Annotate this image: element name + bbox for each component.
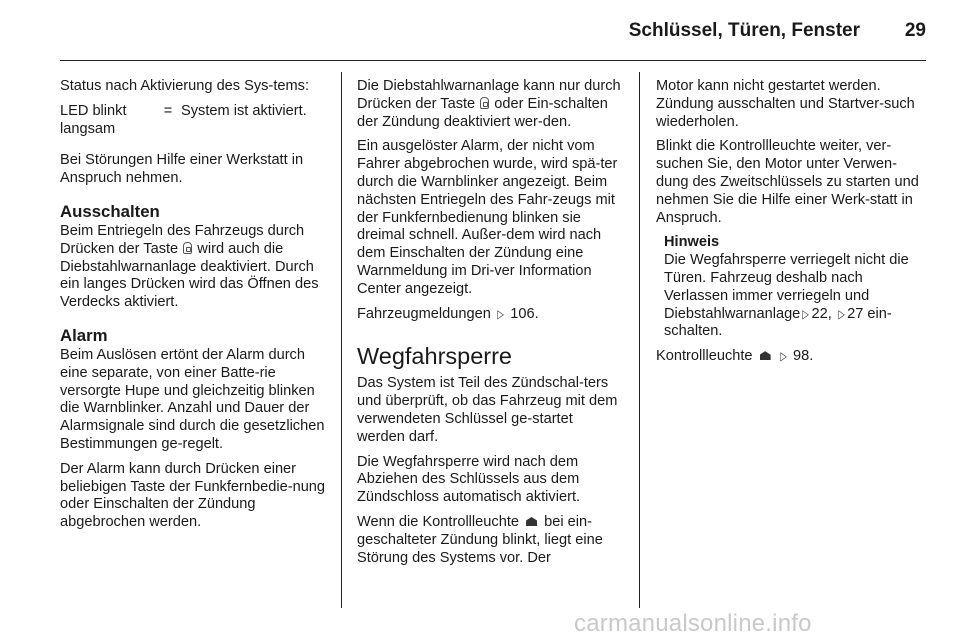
heading-ausschalten: Ausschalten bbox=[60, 201, 160, 221]
column-3 bbox=[656, 78, 922, 373]
page-reference-icon: ▷ bbox=[802, 306, 810, 321]
note-ref-2[interactable]: 27 ein-schalten. bbox=[664, 305, 892, 340]
status-table bbox=[60, 103, 326, 139]
fahrzeugmeldungen-text: Fahrzeugmeldungen bbox=[357, 305, 491, 322]
paragraph-deaktivierung bbox=[357, 78, 623, 131]
kontrollleuchte-label: Kontrollleuchte bbox=[656, 348, 753, 365]
fahrzeugmeldungen-ref[interactable]: 106. bbox=[510, 305, 539, 322]
watermark: carmanualsonline.info bbox=[574, 610, 812, 637]
column-2 bbox=[357, 78, 623, 574]
page-reference-icon: ▷ bbox=[780, 349, 787, 364]
heading-alarm: Alarm bbox=[60, 325, 108, 345]
paragraph-ausschalten bbox=[60, 223, 326, 312]
note-text bbox=[664, 252, 922, 341]
immobiliser-icon bbox=[526, 517, 537, 526]
header-title: Schlüssel, Türen, Fenster bbox=[628, 20, 860, 41]
ausschalten-text-b: wird auch die Diebstahlwarnanlage deaktiviert. Durch ein langes Drücken wird das Öffnen des Verdecks aktiviert. bbox=[60, 240, 319, 311]
paragraph-kontrollleuchte-ref bbox=[656, 348, 922, 366]
note-box bbox=[664, 234, 922, 341]
ausschalten-text-a: Beim Entriegeln des Fahrzeugs durch Drücken der Taste bbox=[60, 222, 305, 257]
paragraph-stoerung: Bei Störungen Hilfe einer Werkstatt in Anspruch nehmen. bbox=[60, 152, 304, 187]
note-ref-1[interactable]: 22, bbox=[811, 305, 832, 322]
paragraph-motor: Motor kann nicht gestartet werden. Zündung ausschalten und Startver-such wiederholen. bbox=[656, 78, 915, 130]
status-condition: LED blinkt langsam bbox=[60, 102, 127, 137]
status-intro: Status nach Aktivierung des Sys-tems: bbox=[60, 78, 310, 94]
kontrollleuchte-text-b: bei ein-geschalteter Zündung blinkt, liegt eine Störung des Systems vor. Der bbox=[357, 513, 603, 566]
paragraph-zweitschluessel: Blinkt die Kontrollleuchte weiter, ver-suchen Sie, den Motor unter Verwen-dung des Zweitschlüssels zu starten und nehmen Sie die Hilfe einer Werk-statt in Anspruch. bbox=[656, 138, 919, 226]
status-meaning: System ist aktiviert. bbox=[181, 102, 307, 119]
deaktivierung-text-a: Die Diebstahlwarnanlage kann nur durch Drücken der Taste bbox=[357, 78, 621, 112]
note-text-a: Die Wegfahrsperre verriegelt nicht die Türen. Fahrzeug deshalb nach Verlassen immer verriegeln und Diebstahlwarnanlage bbox=[664, 252, 909, 322]
paragraph-system: Das System ist Teil des Zündschal-ters und überprüft, ob das Fahrzeug mit dem verwendeten Schlüssel ge-startet werden darf. bbox=[357, 375, 618, 445]
column-1 bbox=[60, 78, 326, 539]
status-equals: = bbox=[163, 102, 173, 119]
header-divider bbox=[60, 60, 926, 61]
column-divider-2 bbox=[639, 72, 640, 608]
paragraph-kontrollleuchte bbox=[357, 514, 623, 567]
kontrollleuchte-page-ref[interactable]: 98. bbox=[792, 348, 814, 365]
column-divider-1 bbox=[341, 72, 342, 608]
deaktivierung-text-b: oder Ein-schalten der Zündung deaktiviert wer-den. bbox=[357, 95, 608, 130]
paragraph-fahrzeugmeldungen bbox=[357, 306, 623, 324]
note-title: Hinweis bbox=[664, 234, 720, 251]
page-reference-icon: ▷ bbox=[838, 306, 845, 321]
paragraph-ausgeloester-alarm: Ein ausgelöster Alarm, der nicht vom Fahrer abgebrochen wurde, wird spä-ter durch die Warnblinker angezeigt. Beim nächsten Entriegeln des Fahr-zeugs mit der Funkfernbedienung blinken sie dreimal schnell. Außer-dem wird nach dem Einschalten der Zündung eine Warnmeldung im Dri-ver Information Center angezeigt. bbox=[357, 138, 618, 297]
page-number: 29 bbox=[904, 20, 926, 41]
paragraph-alarm-2: Der Alarm kann durch Drücken einer beliebigen Taste der Funkfernbedie-nung oder Einschalten der Zündung abgebrochen werden. bbox=[60, 460, 326, 531]
paragraph-alarm-1: Beim Auslösen ertönt der Alarm durch eine separate, von einer Batte-rie versorgte Hupe und gleichzeitig blinken die Warnblinker. Anzahl und Dauer der Alarmsignale sind durch die gesetzlichen Bestimmungen ge-regelt. bbox=[60, 346, 325, 452]
heading-wegfahrsperre: Wegfahrsperre bbox=[357, 343, 512, 370]
key-lock-icon bbox=[480, 97, 489, 109]
paragraph-aktivierung: Die Wegfahrsperre wird nach dem Abziehen des Schlüssels aus dem Zündschloss automatisch aktiviert. bbox=[357, 453, 581, 506]
kontrollleuchte-text-a: Wenn die Kontrollleuchte bbox=[357, 513, 519, 530]
key-lock-icon bbox=[183, 242, 192, 254]
page-reference-icon: ▷ bbox=[497, 306, 504, 321]
immobiliser-icon bbox=[760, 351, 771, 360]
